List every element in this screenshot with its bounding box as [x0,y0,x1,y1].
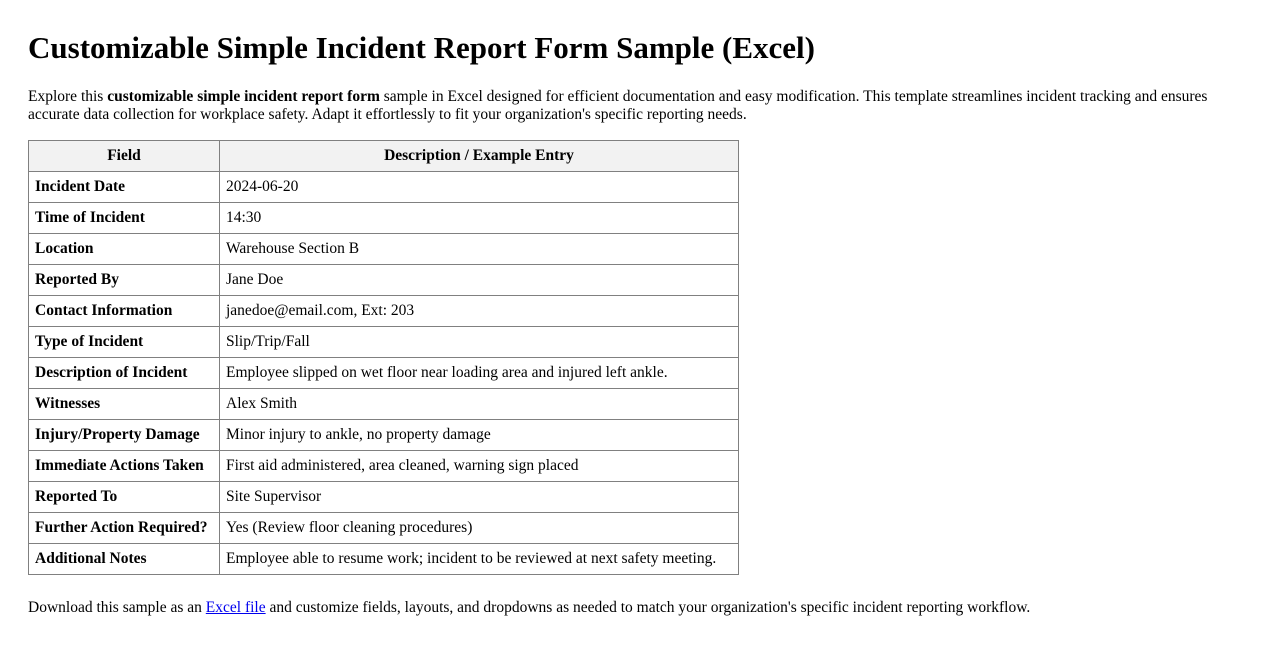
field-label: Incident Date [29,172,220,203]
field-label: Location [29,234,220,265]
intro-text-after: sample in Excel designed for efficient documentation and easy modification. This template streamlines incident tracking and ensures accurate data collection for workplace safety. Adapt it effortlessly to fit your organization's specific reporting needs. [28,88,1208,123]
field-value: Site Supervisor [220,482,739,513]
field-label: Additional Notes [29,544,220,575]
field-label: Type of Incident [29,327,220,358]
field-value: Slip/Trip/Fall [220,327,739,358]
field-value: Employee slipped on wet floor near loading area and injured left ankle. [220,358,739,389]
table-row [29,234,739,265]
header-description: Description / Example Entry [220,141,739,172]
field-value: 14:30 [220,203,739,234]
field-label: Contact Information [29,296,220,327]
table-row [29,451,739,482]
outro-text-before: Download this sample as an [28,599,206,616]
table-row [29,203,739,234]
table-row [29,265,739,296]
table-row [29,544,739,575]
intro-paragraph [28,88,1250,124]
field-value: Jane Doe [220,265,739,296]
table-row [29,389,739,420]
field-label: Further Action Required? [29,513,220,544]
field-value: Minor injury to ankle, no property damage [220,420,739,451]
table-row [29,482,739,513]
outro-text-after: and customize fields, layouts, and dropdowns as needed to match your organization's specific incident reporting workflow. [265,599,1031,616]
field-value: Alex Smith [220,389,739,420]
field-label: Witnesses [29,389,220,420]
field-value: Employee able to resume work; incident to be reviewed at next safety meeting. [220,544,739,575]
field-label: Description of Incident [29,358,220,389]
excel-file-link[interactable]: Excel file [205,599,266,616]
table-row [29,358,739,389]
table-row [29,327,739,358]
field-label: Time of Incident [29,203,220,234]
field-value: First aid administered, area cleaned, warning sign placed [220,451,739,482]
field-label: Reported To [29,482,220,513]
field-label: Immediate Actions Taken [29,451,220,482]
field-label: Reported By [29,265,220,296]
field-label: Injury/Property Damage [29,420,220,451]
download-paragraph [28,599,1250,617]
field-value: Warehouse Section B [220,234,739,265]
table-row [29,513,739,544]
table-header-row [29,141,739,172]
table-row [29,296,739,327]
table-row [29,172,739,203]
field-value: 2024-06-20 [220,172,739,203]
field-value: janedoe@email.com, Ext: 203 [220,296,739,327]
page-title: Customizable Simple Incident Report Form Sample (Excel) [28,30,815,65]
header-field: Field [29,141,220,172]
table-row [29,420,739,451]
intro-bold-text: customizable simple incident report form [107,88,380,105]
incident-report-table [28,140,739,575]
intro-text-before: Explore this [28,88,108,105]
field-value: Yes (Review floor cleaning procedures) [220,513,739,544]
